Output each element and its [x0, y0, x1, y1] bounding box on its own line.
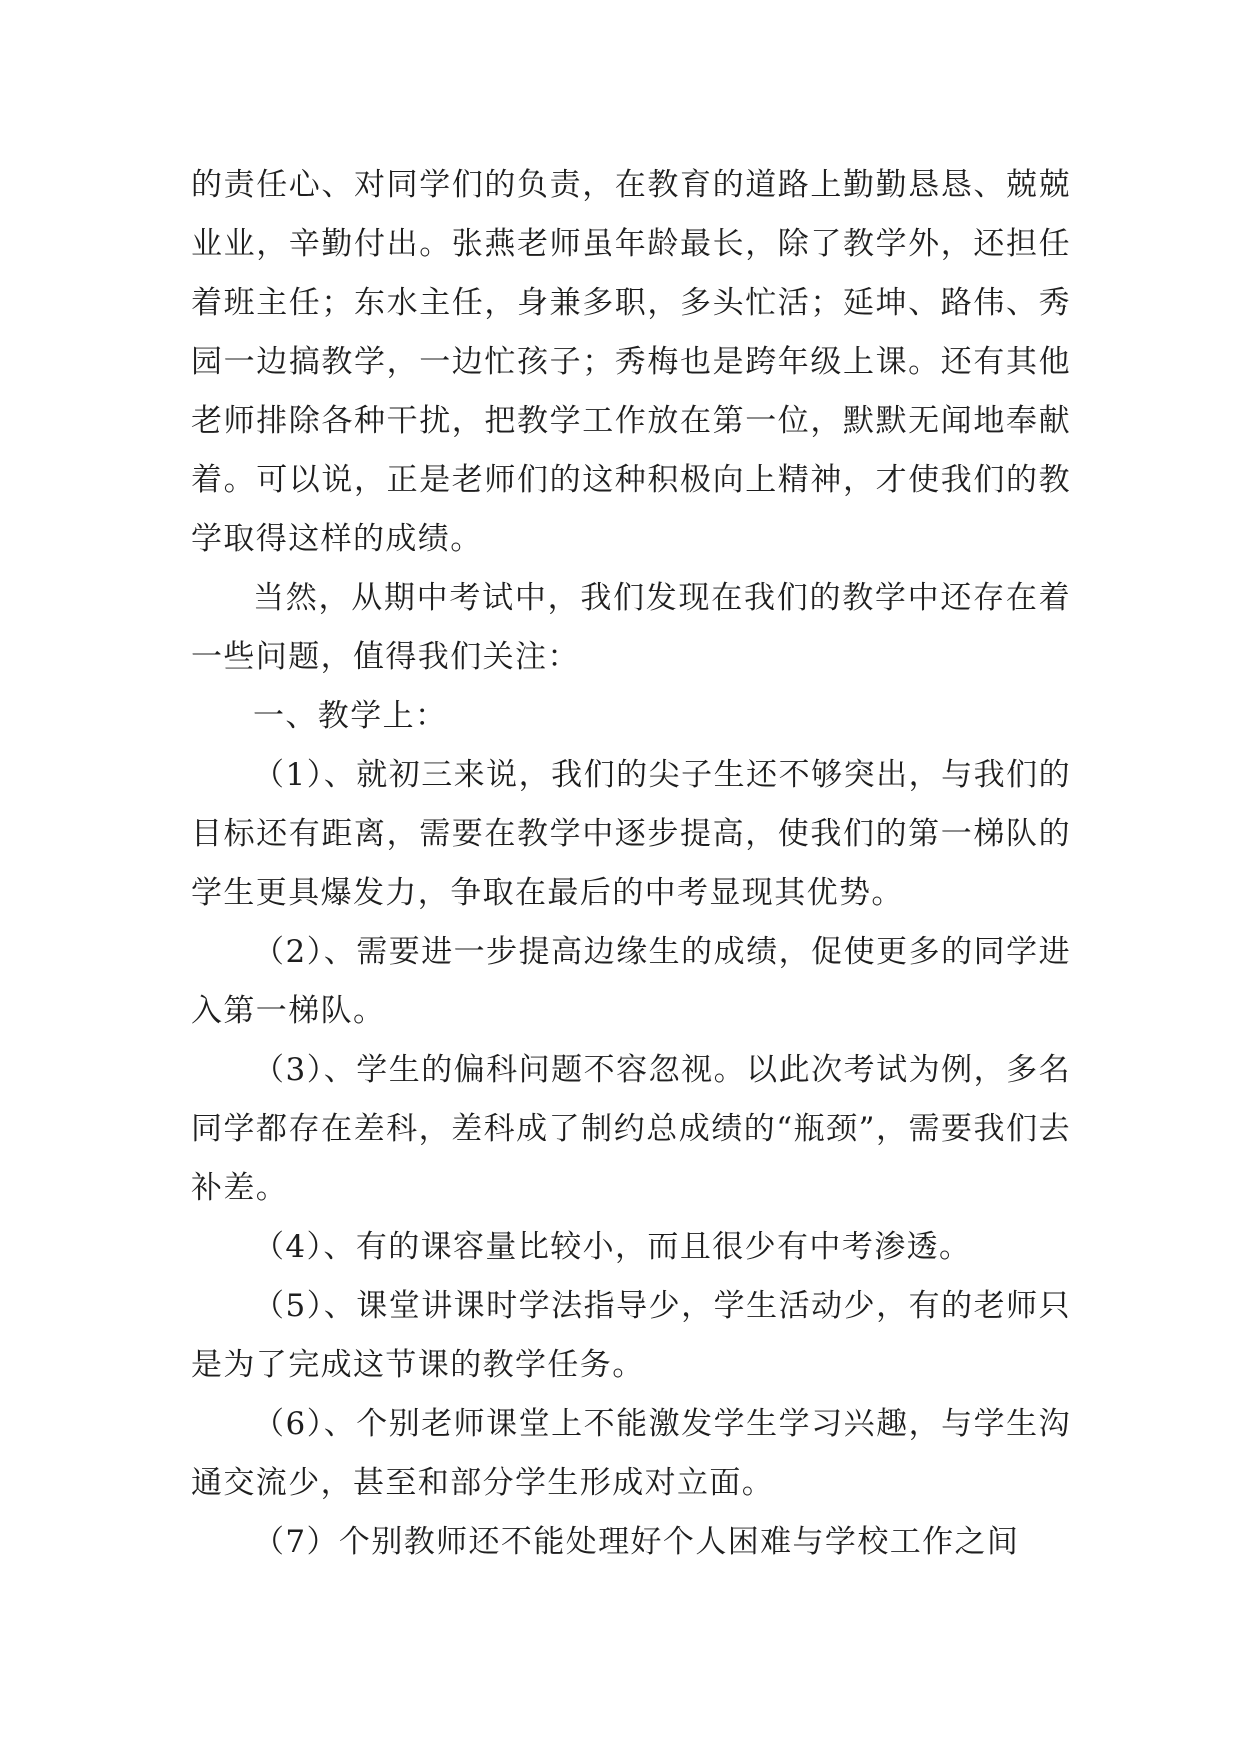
body-text: [191, 156, 1071, 1572]
list-item-7: （7）个别教师还不能处理好个人困难与学校工作之间: [253, 1524, 1020, 1560]
list-item-3: （3）、学生的偏科问题不容忽视。以此次考试为例，多名同学都存在差科，差科成了制约总成绩的“瓶颈”，需要我们去补差。: [191, 1052, 1071, 1206]
list-item-1: （1）、就初三来说，我们的尖子生还不够突出，与我们的目标还有距离，需要在教学中逐步提高，使我们的第一梯队的学生更具爆发力，争取在最后的中考显现其优势。: [191, 757, 1071, 911]
list-item-2: （2）、需要进一步提高边缘生的成绩，促使更多的同学进入第一梯队。: [191, 934, 1071, 1029]
list-item-6: （6）、个别老师课堂上不能激发学生学习兴趣，与学生沟通交流少，甚至和部分学生形成对立面。: [191, 1406, 1071, 1501]
section-heading-teaching: 一、教学上：: [253, 698, 448, 734]
list-item-5: （5）、课堂讲课时学法指导少，学生活动少，有的老师只是为了完成这节课的教学任务。: [191, 1288, 1071, 1383]
paragraph-teacher-dedication: 的责任心、对同学们的负责，在教育的道路上勤勤恳恳、兢兢业业，辛勤付出。张燕老师虽年龄最长，除了教学外，还担任着班主任；东水主任，身兼多职，多头忙活；延坤、路伟、秀园一边搞教学，一边忙孩子；秀梅也是跨年级上课。还有其他老师排除各种干扰，把教学工作放在第一位，默默无闻地奉献着。可以说，正是老师们的这种积极向上精神，才使我们的教学取得这样的成绩。: [191, 167, 1071, 557]
paragraph-problems-intro: 当然，从期中考试中，我们发现在我们的教学中还存在着一些问题，值得我们关注：: [191, 580, 1071, 675]
list-item-4: （4）、有的课容量比较小，而且很少有中考渗透。: [253, 1229, 972, 1265]
